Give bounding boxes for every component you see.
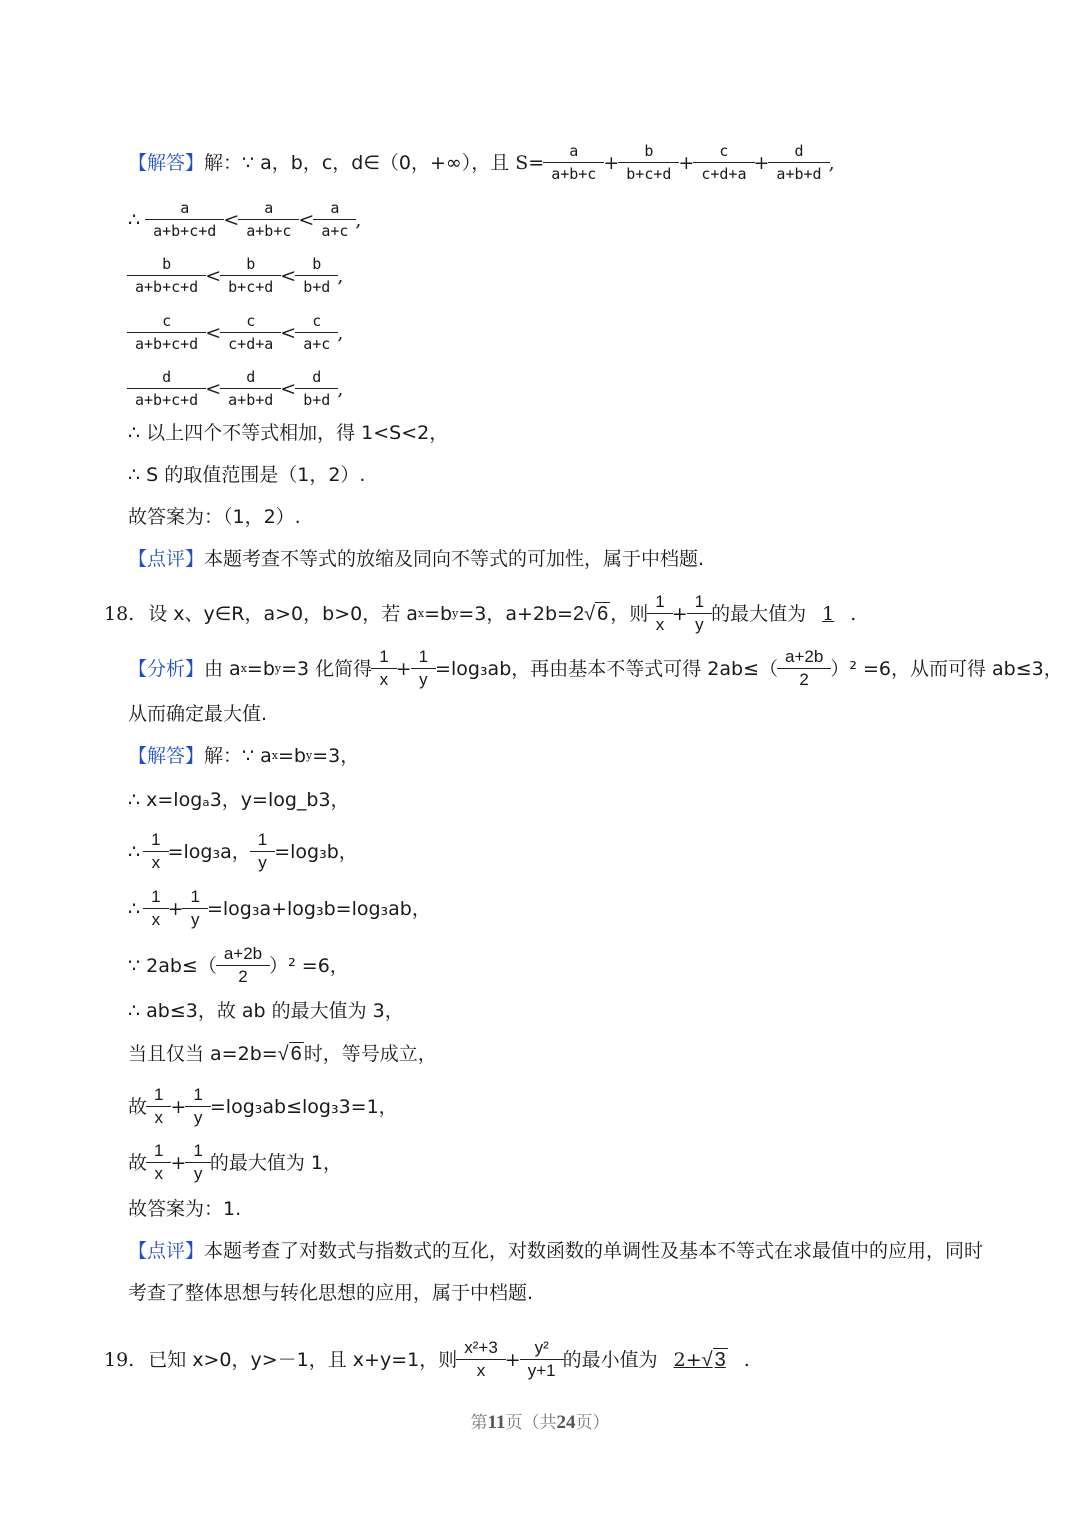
fraction: $\frac{1}{y}$ [415, 647, 432, 690]
fraction: $\frac{a}{a+c}$ [317, 198, 352, 241]
ineq-line-c: $\frac{c}{a+b+c+d}$ < $\frac{c}{c+d+a}$ < $\frac{c}{a+c}$ , [128, 311, 343, 354]
fraction: $\frac{a}{a+b+c}$ [547, 141, 600, 184]
page-total: 24 [556, 1412, 576, 1433]
fraction: $\frac{1}{y}$ [691, 592, 708, 635]
fraction: $\frac{b}{a+b+c+d}$ [131, 254, 202, 297]
sol17-intro: 解：∵ a，b，c，d∈（0，+∞），且 [204, 151, 510, 174]
fraction: $\frac{c}{c+d+a}$ [224, 311, 277, 354]
q18-solution-10: 故答案为：1. [128, 1198, 242, 1220]
sqrt-expression: √ 6 [277, 1043, 302, 1065]
q19-answer-blank: 2+√ 3 [673, 1348, 726, 1371]
q18-solution-5: ∵ 2ab≤（ $\frac{a+2b}{2}$ ）² =6， [128, 944, 349, 986]
fraction: $\frac{b}{b+c+d}$ [622, 141, 675, 184]
fraction: $\frac{1}{x}$ [147, 887, 164, 930]
fraction: $\frac{a}{a+b+c}$ [242, 198, 295, 241]
fraction: $\frac{1}{x}$ [375, 647, 392, 690]
q18-solution-4: ∴ $\frac{1}{x}$ + $\frac{1}{y}$ =log₃a+log₃b=log₃ab， [128, 887, 431, 929]
sol17-sum: ∴ 以上四个不等式相加，得 1<S<2， [128, 422, 449, 444]
page-number: 11 [487, 1412, 506, 1433]
q18-comment-line: 【点评】 本题考查了对数式与指数式的互化，对数函数的单调性及基本不等式在求最值中的应用，同时 [128, 1237, 983, 1265]
q18-solution-8: 故 $\frac{1}{x}$ + $\frac{1}{y}$ =log₃ab≤log₃3=1， [128, 1085, 398, 1127]
sol17-range: ∴ S 的取值范围是（1，2）. [128, 464, 366, 486]
comment-tag: 【点评】 [128, 548, 205, 570]
sol17-intro-line: 【解答】 解：∵ a，b，c，d∈（0，+∞），且 S= $\frac{a}{a+b+c}$ + $\frac{b}{b+c+d}$ + $\frac{c}{c+d+a}$ + $\frac{d}{a+b+d}$ , [128, 142, 835, 183]
solution-tag: 【解答】 [128, 745, 205, 767]
fraction: $\frac{d}{a+b+d}$ [224, 367, 277, 410]
fraction: $\frac{c}{a+c}$ [299, 311, 334, 354]
fraction: $\frac{1}{y}$ [189, 1141, 206, 1184]
fraction: $\frac{d}{b+d}$ [299, 367, 334, 410]
ineq-line-b: $\frac{b}{a+b+c+d}$ < $\frac{b}{b+c+d}$ < $\frac{b}{b+d}$ , [128, 254, 343, 297]
fraction: $\frac{a}{a+b+c+d}$ [149, 198, 220, 241]
solution-tag: 【解答】 [128, 151, 205, 174]
q18-solution-7: 当且仅当 a=2b= √ 6 时，等号成立， [128, 1040, 437, 1068]
fraction: $\frac{c}{c+d+a}$ [697, 141, 750, 184]
q18-comment-cont: 考查了整体思想与转化思想的应用，属于中档题. [128, 1282, 534, 1304]
comment-tag: 【点评】 [128, 1240, 205, 1262]
fraction: $\frac{b}{b+d}$ [299, 254, 334, 297]
fraction: $\frac{1}{y}$ [254, 830, 271, 873]
q18-solution-6: ∴ ab≤3，故 ab 的最大值为 3， [128, 1000, 404, 1022]
fraction: $\frac{1}{x}$ [150, 1085, 167, 1128]
fraction: $\frac{a+2b}{2}$ [781, 647, 827, 690]
fraction: $\frac{a+2b}{2}$ [220, 944, 266, 987]
q18-solution-2: ∴ x=logₐ3，y=log_b3， [128, 789, 350, 811]
fraction: $\frac{1}{x}$ [150, 1141, 167, 1184]
s-prefix: S= [515, 151, 545, 174]
sqrt-expression: 2√ 6 [572, 602, 609, 625]
q18-answer-blank: 1 [822, 602, 835, 625]
sol17-comment: 本题考查不等式的放缩及同向不等式的可加性，属于中档题. [204, 548, 705, 570]
fraction: $\frac{d}{a+b+c+d}$ [131, 367, 202, 410]
q19-stem: 19. 已知 x>0，y>－1，且 x+y=1，则 $\frac{\text{x²+3}}{x}$ + $\frac{\text{y²}}{y+1}$ 的最小值为 2+√ 3 . [104, 1338, 750, 1380]
fraction: $\frac{c}{a+b+c+d}$ [131, 311, 202, 354]
fraction: $\frac{b}{b+c+d}$ [224, 254, 277, 297]
fraction: $\frac{1}{x}$ [651, 592, 668, 635]
analysis-tag: 【分析】 [128, 657, 205, 680]
fraction: $\frac{1}{x}$ [147, 830, 164, 873]
q18-analysis-cont: 从而确定最大值. [128, 703, 268, 725]
q18-stem: 18. 设 x、y∈R，a>0，b>0，若 a x =b y =3，a+2b= 2√ 6 ，则 $\frac{1}{x}$ + $\frac{1}{y}$ 的最大值为 1 . [104, 592, 857, 634]
ineq-line-d: $\frac{d}{a+b+c+d}$ < $\frac{d}{a+b+d}$ < $\frac{d}{b+d}$ , [128, 367, 343, 410]
ineq-line-a: ∴ $\frac{a}{a+b+c+d}$ < $\frac{a}{a+b+c}$ < $\frac{a}{a+c}$ , [128, 199, 362, 240]
q19-number: 19. [104, 1348, 135, 1371]
fraction: $\frac{1}{y}$ [186, 887, 203, 930]
fraction: $\frac{d}{a+b+d}$ [772, 141, 825, 184]
q18-analysis: 【分析】 由 a x =b y =3 化简得 $\frac{1}{x}$ + $\frac{1}{y}$ =log₃ab，再由基本不等式可得 2ab≤（ $\frac{a+2b}{2}$ ）² =6，从而可得 ab≤3， [128, 647, 1063, 689]
q18-solution-1: 【解答】 解：∵ a x =b y =3， [128, 742, 359, 770]
q18-solution-3: ∴ $\frac{1}{x}$ =log₃a， $\frac{1}{y}$ =log₃b， [128, 830, 358, 872]
fraction: $\frac{\text{y²}}{y+1}$ [524, 1338, 560, 1381]
fraction: $\frac{\text{x²+3}}{x}$ [460, 1338, 502, 1381]
q18-number: 18. [104, 602, 135, 625]
sol17-comment-line [128, 545, 704, 573]
page-footer: 第11页（共24页） [470, 1412, 610, 1433]
fraction: $\frac{1}{y}$ [189, 1085, 206, 1128]
q18-solution-9: 故 $\frac{1}{x}$ + $\frac{1}{y}$ 的最大值为 1， [128, 1141, 343, 1183]
sol17-answer: 故答案为：（1，2）. [128, 506, 301, 528]
